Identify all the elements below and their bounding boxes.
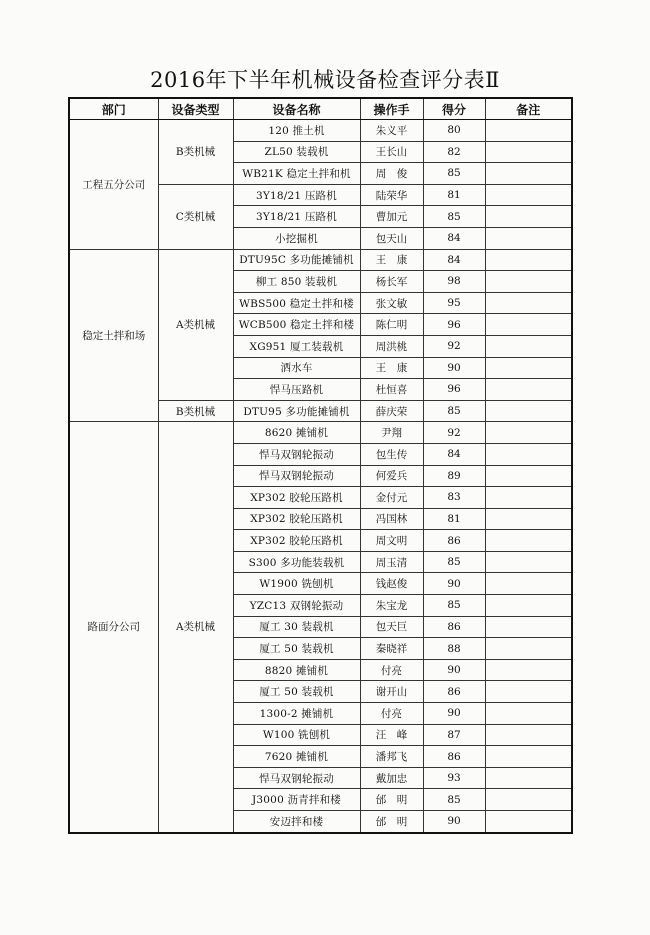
remarks-cell — [485, 746, 572, 768]
remarks-cell — [485, 487, 572, 509]
score-cell: 86 — [423, 616, 485, 638]
score-cell: 87 — [423, 724, 485, 746]
operator-cell: 王 康 — [360, 249, 423, 271]
operator-cell: 曹加元 — [360, 206, 423, 228]
equipment-name-cell: 悍马压路机 — [233, 379, 360, 401]
remarks-cell — [485, 811, 572, 833]
score-cell: 85 — [423, 789, 485, 811]
table-body — [69, 120, 572, 833]
remarks-cell — [485, 595, 572, 617]
equipment-name-cell: 3Y18/21 压路机 — [233, 206, 360, 228]
equipment-name-cell: XP302 胶轮压路机 — [233, 530, 360, 552]
score-cell: 90 — [423, 703, 485, 725]
score-cell: 86 — [423, 681, 485, 703]
remarks-cell — [485, 465, 572, 487]
remarks-cell — [485, 314, 572, 336]
equipment-name-cell: 厦工 50 装载机 — [233, 638, 360, 660]
remarks-cell — [485, 616, 572, 638]
header-equipment-name: 设备名称 — [233, 98, 360, 120]
score-cell: 84 — [423, 443, 485, 465]
score-cell: 85 — [423, 163, 485, 185]
equipment-name-cell: YZC13 双钢轮振动 — [233, 595, 360, 617]
equipment-name-cell: 120 推土机 — [233, 120, 360, 142]
equipment-type-cell: A类机械 — [158, 422, 233, 833]
operator-cell: 周文明 — [360, 530, 423, 552]
equipment-name-cell: 7620 摊铺机 — [233, 746, 360, 768]
operator-cell: 谢开山 — [360, 681, 423, 703]
score-cell: 88 — [423, 638, 485, 660]
operator-cell: 王长山 — [360, 141, 423, 163]
remarks-cell — [485, 638, 572, 660]
table-row — [69, 120, 572, 142]
score-cell: 82 — [423, 141, 485, 163]
remarks-cell — [485, 163, 572, 185]
operator-cell: 邰 明 — [360, 811, 423, 833]
score-cell: 96 — [423, 379, 485, 401]
remarks-cell — [485, 379, 572, 401]
score-cell: 96 — [423, 314, 485, 336]
header-score: 得分 — [423, 98, 485, 120]
remarks-cell — [485, 292, 572, 314]
operator-cell: 周玉清 — [360, 551, 423, 573]
operator-cell: 冯国林 — [360, 508, 423, 530]
score-table — [68, 97, 573, 834]
department-cell: 稳定土拌和场 — [69, 249, 158, 422]
score-cell: 81 — [423, 508, 485, 530]
score-cell: 89 — [423, 465, 485, 487]
equipment-name-cell: 3Y18/21 压路机 — [233, 184, 360, 206]
remarks-cell — [485, 422, 572, 444]
remarks-cell — [485, 681, 572, 703]
equipment-name-cell: 悍马双钢轮振动 — [233, 443, 360, 465]
remarks-cell — [485, 659, 572, 681]
operator-cell: 何爱兵 — [360, 465, 423, 487]
equipment-name-cell: 洒水车 — [233, 357, 360, 379]
equipment-type-cell: C类机械 — [158, 184, 233, 249]
score-cell: 85 — [423, 206, 485, 228]
score-cell: 85 — [423, 551, 485, 573]
score-cell: 81 — [423, 184, 485, 206]
remarks-cell — [485, 573, 572, 595]
remarks-cell — [485, 767, 572, 789]
score-cell: 90 — [423, 357, 485, 379]
remarks-cell — [485, 206, 572, 228]
operator-cell: 付亮 — [360, 703, 423, 725]
equipment-name-cell: 厦工 50 装载机 — [233, 681, 360, 703]
table-header-row — [69, 98, 572, 120]
operator-cell: 张文敏 — [360, 292, 423, 314]
operator-cell: 周 俊 — [360, 163, 423, 185]
score-cell: 93 — [423, 767, 485, 789]
remarks-cell — [485, 789, 572, 811]
equipment-name-cell: XP302 胶轮压路机 — [233, 487, 360, 509]
operator-cell: 邰 明 — [360, 789, 423, 811]
remarks-cell — [485, 141, 572, 163]
score-cell: 86 — [423, 530, 485, 552]
score-cell: 85 — [423, 595, 485, 617]
remarks-cell — [485, 184, 572, 206]
equipment-name-cell: 悍马双钢轮振动 — [233, 465, 360, 487]
score-cell: 84 — [423, 249, 485, 271]
score-cell: 80 — [423, 120, 485, 142]
operator-cell: 朱宝龙 — [360, 595, 423, 617]
remarks-cell — [485, 530, 572, 552]
equipment-name-cell: WBS500 稳定土拌和楼 — [233, 292, 360, 314]
score-cell: 83 — [423, 487, 485, 509]
score-cell: 84 — [423, 227, 485, 249]
department-cell: 工程五分公司 — [69, 120, 158, 250]
operator-cell: 陈仁明 — [360, 314, 423, 336]
equipment-name-cell: 8620 摊铺机 — [233, 422, 360, 444]
score-cell: 90 — [423, 811, 485, 833]
equipment-name-cell: DTU95 多功能摊铺机 — [233, 400, 360, 422]
equipment-name-cell: 1300-2 摊铺机 — [233, 703, 360, 725]
operator-cell: 尹翔 — [360, 422, 423, 444]
header-equipment-type: 设备类型 — [158, 98, 233, 120]
remarks-cell — [485, 724, 572, 746]
remarks-cell — [485, 271, 572, 293]
score-cell: 92 — [423, 335, 485, 357]
operator-cell: 包生传 — [360, 443, 423, 465]
operator-cell: 杨长军 — [360, 271, 423, 293]
equipment-name-cell: 厦工 30 装载机 — [233, 616, 360, 638]
equipment-name-cell: 小挖掘机 — [233, 227, 360, 249]
score-cell: 95 — [423, 292, 485, 314]
equipment-name-cell: 悍马双钢轮振动 — [233, 767, 360, 789]
equipment-name-cell: W1900 铣刨机 — [233, 573, 360, 595]
header-department: 部门 — [69, 98, 158, 120]
equipment-name-cell: 柳工 850 装载机 — [233, 271, 360, 293]
operator-cell: 钱赵俊 — [360, 573, 423, 595]
equipment-name-cell: XG951 厦工装载机 — [233, 335, 360, 357]
remarks-cell — [485, 443, 572, 465]
score-cell: 90 — [423, 659, 485, 681]
equipment-type-cell: B类机械 — [158, 400, 233, 422]
equipment-name-cell: 8820 摊铺机 — [233, 659, 360, 681]
operator-cell: 陆荣华 — [360, 184, 423, 206]
remarks-cell — [485, 400, 572, 422]
equipment-name-cell: WB21K 稳定土拌和机 — [233, 163, 360, 185]
equipment-name-cell: 安迈拌和楼 — [233, 811, 360, 833]
remarks-cell — [485, 120, 572, 142]
operator-cell: 包天山 — [360, 227, 423, 249]
operator-cell: 潘邦飞 — [360, 746, 423, 768]
page-title: 2016年下半年机械设备检查评分表Ⅱ — [150, 68, 500, 92]
score-cell: 86 — [423, 746, 485, 768]
score-cell: 98 — [423, 271, 485, 293]
remarks-cell — [485, 357, 572, 379]
equipment-type-cell: B类机械 — [158, 120, 233, 185]
equipment-name-cell: J3000 沥青拌和楼 — [233, 789, 360, 811]
operator-cell: 金付元 — [360, 487, 423, 509]
equipment-name-cell: S300 多功能装载机 — [233, 551, 360, 573]
equipment-type-cell: A类机械 — [158, 249, 233, 400]
score-cell: 90 — [423, 573, 485, 595]
remarks-cell — [485, 508, 572, 530]
operator-cell: 周洪桃 — [360, 335, 423, 357]
equipment-name-cell: ZL50 装载机 — [233, 141, 360, 163]
remarks-cell — [485, 335, 572, 357]
department-cell: 路面分公司 — [69, 422, 158, 833]
header-remarks: 备注 — [485, 98, 572, 120]
operator-cell: 戴加忠 — [360, 767, 423, 789]
remarks-cell — [485, 249, 572, 271]
operator-cell: 王 康 — [360, 357, 423, 379]
equipment-name-cell: DTU95C 多功能摊铺机 — [233, 249, 360, 271]
operator-cell: 杜恒喜 — [360, 379, 423, 401]
table-row — [69, 249, 572, 271]
operator-cell: 付亮 — [360, 659, 423, 681]
operator-cell: 秦晓祥 — [360, 638, 423, 660]
operator-cell: 薛庆荣 — [360, 400, 423, 422]
equipment-name-cell: XP302 胶轮压路机 — [233, 508, 360, 530]
operator-cell: 朱义平 — [360, 120, 423, 142]
remarks-cell — [485, 551, 572, 573]
score-cell: 92 — [423, 422, 485, 444]
operator-cell: 包天巨 — [360, 616, 423, 638]
remarks-cell — [485, 703, 572, 725]
equipment-name-cell: W100 铣刨机 — [233, 724, 360, 746]
score-cell: 85 — [423, 400, 485, 422]
remarks-cell — [485, 227, 572, 249]
table-row — [69, 422, 572, 444]
operator-cell: 汪 峰 — [360, 724, 423, 746]
equipment-name-cell: WCB500 稳定土拌和楼 — [233, 314, 360, 336]
header-operator: 操作手 — [360, 98, 423, 120]
